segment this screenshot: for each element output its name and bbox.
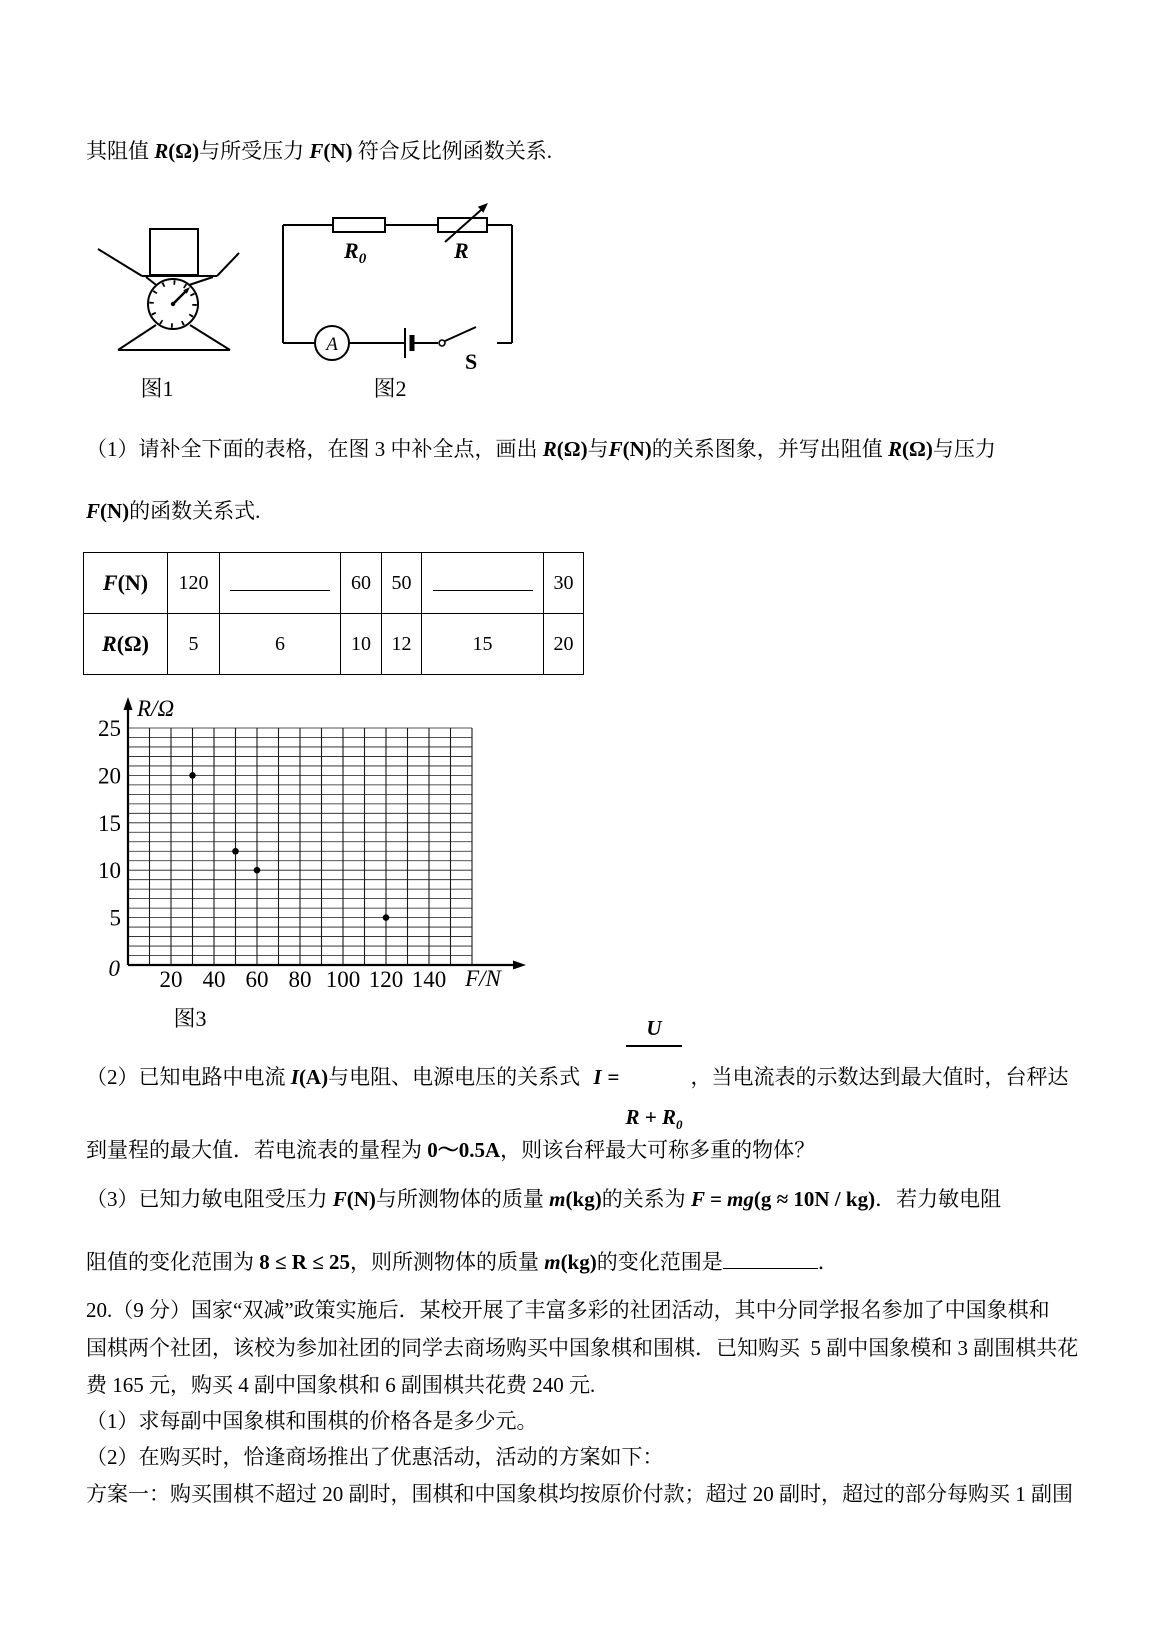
table-cell: 120 — [168, 553, 220, 614]
y-tick-label: 15 — [98, 810, 121, 836]
text-segment: （1）请补全下面的表格，在图 3 中补全点，画出 — [86, 437, 543, 461]
blank-answer-field[interactable] — [230, 570, 330, 591]
q20-item1: （1）求每副中国象棋和围棋的价格各是多少元。 — [86, 1409, 538, 1433]
text-segment: 与所受压力 — [199, 139, 310, 163]
figure1-scale-drawing — [98, 229, 239, 401]
text-segment: F — [608, 437, 623, 461]
text-segment: F — [309, 139, 324, 163]
text-segment: 0～0.5A — [427, 1138, 501, 1162]
table-row-f — [84, 553, 584, 614]
text-segment: F — [102, 570, 118, 595]
x-axis-arrowhead — [513, 961, 526, 970]
text-segment: (N) — [100, 499, 130, 523]
y-tick-label: 20 — [98, 763, 121, 789]
data-point — [383, 914, 390, 921]
fraction-numerator: U — [626, 1015, 683, 1047]
part2-line2 — [86, 1137, 815, 1164]
scale-base-right — [190, 325, 230, 350]
table-cell — [220, 553, 341, 614]
q20-line2: 国棋两个社团，该校为参加社团的同学去商场购买中国象棋和围棋．已知购买 5 副中国象模和 3 副围棋共花 — [86, 1336, 1079, 1360]
text-segment: (N) — [323, 139, 353, 163]
resistor-r0-label: $R_0$ — [344, 238, 367, 267]
figure2-circuit-diagram — [283, 203, 512, 401]
scale-base-left — [118, 325, 156, 350]
text-segment: F — [86, 499, 101, 523]
text-segment: ． — [817, 1250, 839, 1274]
text-segment: R — [542, 437, 557, 461]
table-row-r — [84, 614, 584, 675]
scale-platform-left-wing — [98, 249, 142, 276]
text-segment: m — [544, 1250, 561, 1274]
y-tick-label: 10 — [98, 858, 121, 884]
weighed-object-box — [150, 229, 198, 275]
formula-equals: = — [607, 1064, 620, 1089]
q20-plan1: 方案一：购买围棋不超过 20 副时，围棋和中国象棋均按原价付款；超过 20 副时，超过的部分每购买 1 副围 — [86, 1482, 1073, 1506]
x-tick-label: 60 — [245, 967, 269, 992]
x-tick-label: 80 — [288, 967, 312, 992]
table-cell: 5 — [168, 614, 220, 675]
text-segment: ，则所测物体的质量 — [349, 1250, 545, 1274]
figure-1-2-illustration — [80, 192, 530, 407]
part3-line2 — [86, 1247, 839, 1276]
resistor-r0 — [333, 218, 385, 232]
x-tick-label: 100 — [325, 967, 361, 992]
text-segment: I — [290, 1064, 299, 1089]
text-segment: ．若力敏电阻 — [875, 1187, 1002, 1211]
text-segment: (Ω) — [902, 437, 933, 461]
text-segment: 其阻值 — [86, 139, 155, 163]
text-segment: 8 ≤ R ≤ 25 — [259, 1250, 350, 1274]
row-header-r — [84, 614, 168, 675]
switch-label: S — [465, 349, 478, 374]
text-segment: R — [154, 139, 169, 163]
text-segment: (Ω) — [168, 139, 200, 163]
text-segment: R — [102, 631, 117, 656]
switch-lever — [445, 327, 476, 341]
origin-label: 0 — [108, 956, 120, 981]
table-cell: 20 — [544, 614, 584, 675]
text-segment: 的关系为 — [601, 1187, 691, 1211]
text-segment: 的函数关系式. — [129, 499, 261, 523]
row-header-f — [84, 553, 168, 614]
scale-platform-right-wing — [217, 253, 239, 276]
text-segment: 与所测物体的质量 — [375, 1187, 550, 1211]
x-axis-label: F/N — [465, 966, 501, 991]
text-segment: (Ω) — [116, 631, 149, 656]
text-segment: (kg) — [560, 1250, 597, 1274]
text-segment: R — [888, 437, 903, 461]
ammeter-label: A — [326, 334, 338, 355]
text-segment: 的关系图象，并写出阻值 — [651, 437, 888, 461]
part1-line1 — [86, 436, 996, 463]
y-axis-label: R/Ω — [137, 696, 175, 721]
table-cell: 15 — [422, 614, 544, 675]
fraction-denominator: $R + R_0$ — [625, 1105, 683, 1133]
text-segment: F = mg — [690, 1187, 754, 1211]
formula-variable: I — [593, 1064, 602, 1089]
text-segment: 与电阻、电源电压的关系式 — [328, 1064, 586, 1089]
table-cell: 30 — [544, 553, 584, 614]
data-point — [232, 848, 239, 855]
text-segment: 的变化范围是 — [596, 1250, 723, 1274]
text-segment: (A) — [298, 1064, 329, 1089]
intro-text — [86, 138, 552, 165]
text-segment: 到量程的最大值．若电流表的量程为 — [86, 1138, 428, 1162]
table-cell — [422, 553, 544, 614]
data-point — [254, 867, 261, 874]
blank-answer-field[interactable] — [433, 570, 533, 591]
figure3-caption: 图3 — [173, 1006, 207, 1031]
text-segment: (N) — [117, 570, 149, 595]
f-r-data-table — [83, 552, 584, 675]
q20-line3: 费 165 元，购买 4 副中国象棋和 6 副围棋共花费 240 元. — [86, 1373, 596, 1397]
text-segment: (N) — [622, 437, 652, 461]
figure1-caption: 图1 — [140, 376, 174, 401]
x-tick-label: 20 — [159, 967, 183, 992]
part2-after-text — [690, 1064, 1068, 1091]
text-segment: 阻值的变化范围为 — [86, 1250, 260, 1274]
part1-line2 — [86, 498, 260, 525]
text-segment: (kg) — [565, 1187, 602, 1211]
figure3-chart — [95, 680, 545, 1010]
part2-before-text — [86, 1064, 585, 1091]
text-segment: m — [549, 1187, 566, 1211]
text-segment: ，则该台秤最大可称多重的物体？ — [500, 1138, 816, 1162]
text-segment: 符合反比例函数关系. — [352, 139, 552, 163]
x-tick-label: 140 — [411, 967, 447, 992]
table-cell: 50 — [382, 553, 422, 614]
data-point — [189, 772, 196, 779]
table-cell: 60 — [341, 553, 382, 614]
y-tick-label: 5 — [109, 905, 121, 931]
text-segment: (Ω) — [556, 437, 588, 461]
text-segment: (N) — [346, 1187, 376, 1211]
resistor-r-variable — [438, 218, 487, 232]
text-segment: (g ≈ 10N / kg) — [753, 1187, 876, 1211]
scale-needle-pivot — [171, 302, 175, 306]
y-axis-arrowhead — [124, 697, 133, 710]
y-tick-label: 25 — [98, 716, 121, 741]
table-cell: 10 — [341, 614, 382, 675]
table-cell: 6 — [220, 614, 341, 675]
switch-hinge — [439, 340, 445, 346]
part3-line1 — [86, 1186, 1001, 1213]
text-segment: （3）已知力敏电阻受压力 — [86, 1187, 333, 1211]
resistor-r-label: R — [454, 238, 469, 263]
text-segment: 与压力 — [932, 437, 996, 461]
table-cell: 12 — [382, 614, 422, 675]
text-segment: ，当电流表的示数达到最大值时，台秤达 — [690, 1064, 1069, 1089]
text-segment: F — [332, 1187, 347, 1211]
text-segment: 与 — [587, 437, 609, 461]
figure2-caption: 图2 — [373, 376, 407, 401]
q20-line1: 20.（9 分）国家“双减”政策实施后．某校开展了丰富多彩的社团活动，其中分同学报名参加了中国象棋和 — [86, 1298, 1050, 1322]
q20-item2: （2）在购买时，恰逢商场推出了优惠活动，活动的方案如下： — [86, 1445, 664, 1469]
text-segment: （2）已知电路中电流 — [86, 1064, 291, 1089]
x-tick-label: 120 — [368, 967, 404, 992]
text-segment — [723, 1247, 818, 1269]
x-tick-label: 40 — [202, 967, 226, 992]
